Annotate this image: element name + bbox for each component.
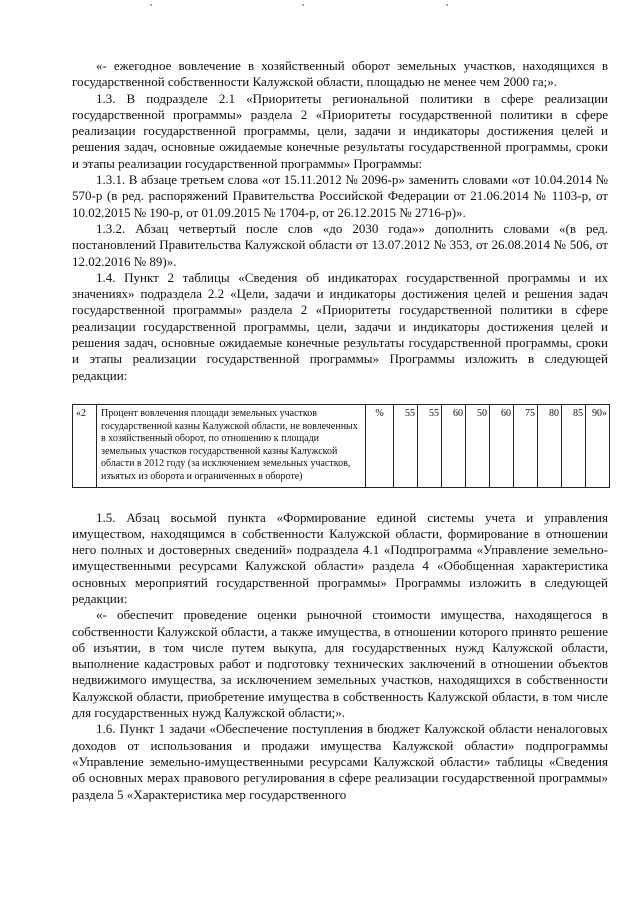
- document-body: [72, 58, 608, 803]
- value-cell: 60: [442, 404, 466, 487]
- scan-artifact-dots: [0, 4, 640, 10]
- value-cell: 80: [538, 404, 562, 487]
- unit-cell: %: [366, 404, 394, 487]
- indicator-table-wrapper: [72, 404, 608, 488]
- value-cell: 75: [514, 404, 538, 487]
- paragraph-1-3-1: 1.3.1. В абзаце третьем слова «от 15.11.2012 № 2096-р» заменить словами «от 10.04.2014 № 570-р (в ред. распоряжений Правительства Российской Федерации от 21.06.2014 № 1103-р, от 10.02.2015 № 190-р, от 01.09.2015 № 1704-р, от 26.12.2015 № 2716-р)».: [72, 172, 608, 220]
- value-cell: 60: [490, 404, 514, 487]
- scan-dot: [150, 4, 152, 6]
- paragraph-quote-assessment: «- обеспечит проведение оценки рыночной стоимости имущества, находящегося в собственности Калужской области, а также имущества, в отношении которого принято решение об изъятии, в том числе путем выкупа, для государственных нужд Калужской области, выполнение кадастровых работ и подготовку технических заключений в отношении объектов недвижимого имущества, за исключением земельных участков, находящихся в собственности Калужской области, приобретение имущества в собственность Калужской области, в том числе для государственных нужд Калужской области;».: [72, 607, 608, 721]
- paragraph-quote-land: «- ежегодное вовлечение в хозяйственный оборот земельных участков, находящихся в государственной собственности Калужской области, площадью не менее чем 2000 га;».: [72, 58, 608, 90]
- paragraph-1-5: 1.5. Абзац восьмой пункта «Формирование единой системы учета и управления имуществом, находящимся в собственности Калужской области, формирование в отношении него полных и достоверных сведений» подраздела 4.1 «Подпрограмма «Управление земельно-имущественными ресурсами Калужской области» раздела 4 «Обобщенная характеристика основных мероприятий государственной программы» Программы изложить в следующей редакции:: [72, 509, 608, 606]
- row-number: «2: [73, 404, 97, 487]
- paragraph-1-6: 1.6. Пункт 1 задачи «Обеспечение поступления в бюджет Калужской области неналоговых доходов от использования и продажи имущества Калужской области» подпрограммы «Управление земельно-имущественными ресурсами Калужской области» таблицы «Сведения об основных мерах правового регулирования в сфере реализации государственной программы» раздела 5 «Характеристика мер государственного: [72, 721, 608, 802]
- value-cell: 50: [466, 404, 490, 487]
- paragraph-1-3: 1.3. В подразделе 2.1 «Приоритеты региональной политики в сфере реализации государственной программы» раздела 2 «Приоритеты государственной политики в сфере реализации государственной программы, цели, задачи и индикаторы достижения целей и решения задач, основные ожидаемые конечные результаты государственной программы, сроки и этапы реализации государственной программы» Программы:: [72, 90, 608, 171]
- table-row: [73, 404, 610, 487]
- value-cell: 55: [394, 404, 418, 487]
- paragraph-1-3-2: 1.3.2. Абзац четвертый после слов «до 2030 года»» дополнить словами «(в ред. постановлений Правительства Калужской области от 13.07.2012 № 353, от 26.08.2014 № 506, от 12.02.2016 № 89)».: [72, 220, 608, 269]
- value-cell: 90»: [586, 404, 610, 487]
- scan-dot: [446, 4, 448, 6]
- scan-dot: [302, 4, 304, 6]
- indicator-description: Процент вовлечения площади земельных участков государственной казны Калужской области, не вовлеченных в хозяйственный оборот, по отношению к площади земельных участков государственной казны Калужской области в 2012 году (за исключением земельных участков, изъятых из оборота и ограниченных в обороте): [97, 404, 366, 487]
- value-cell: 85: [562, 404, 586, 487]
- paragraph-1-4: 1.4. Пункт 2 таблицы «Сведения об индикаторах государственной программы и их значениях» подраздела 2.2 «Цели, задачи и индикаторы достижения целей и решения задач государственной программы» раздела 2 «Приоритеты государственной политики в сфере реализации государственной программы, цели, задачи и индикаторы достижения целей и решения задач, основные ожидаемые конечные результаты государственной программы, сроки и этапы реализации государственной программы» Программы изложить в следующей редакции:: [72, 269, 608, 383]
- indicator-table: [72, 404, 610, 488]
- value-cell: 55: [418, 404, 442, 487]
